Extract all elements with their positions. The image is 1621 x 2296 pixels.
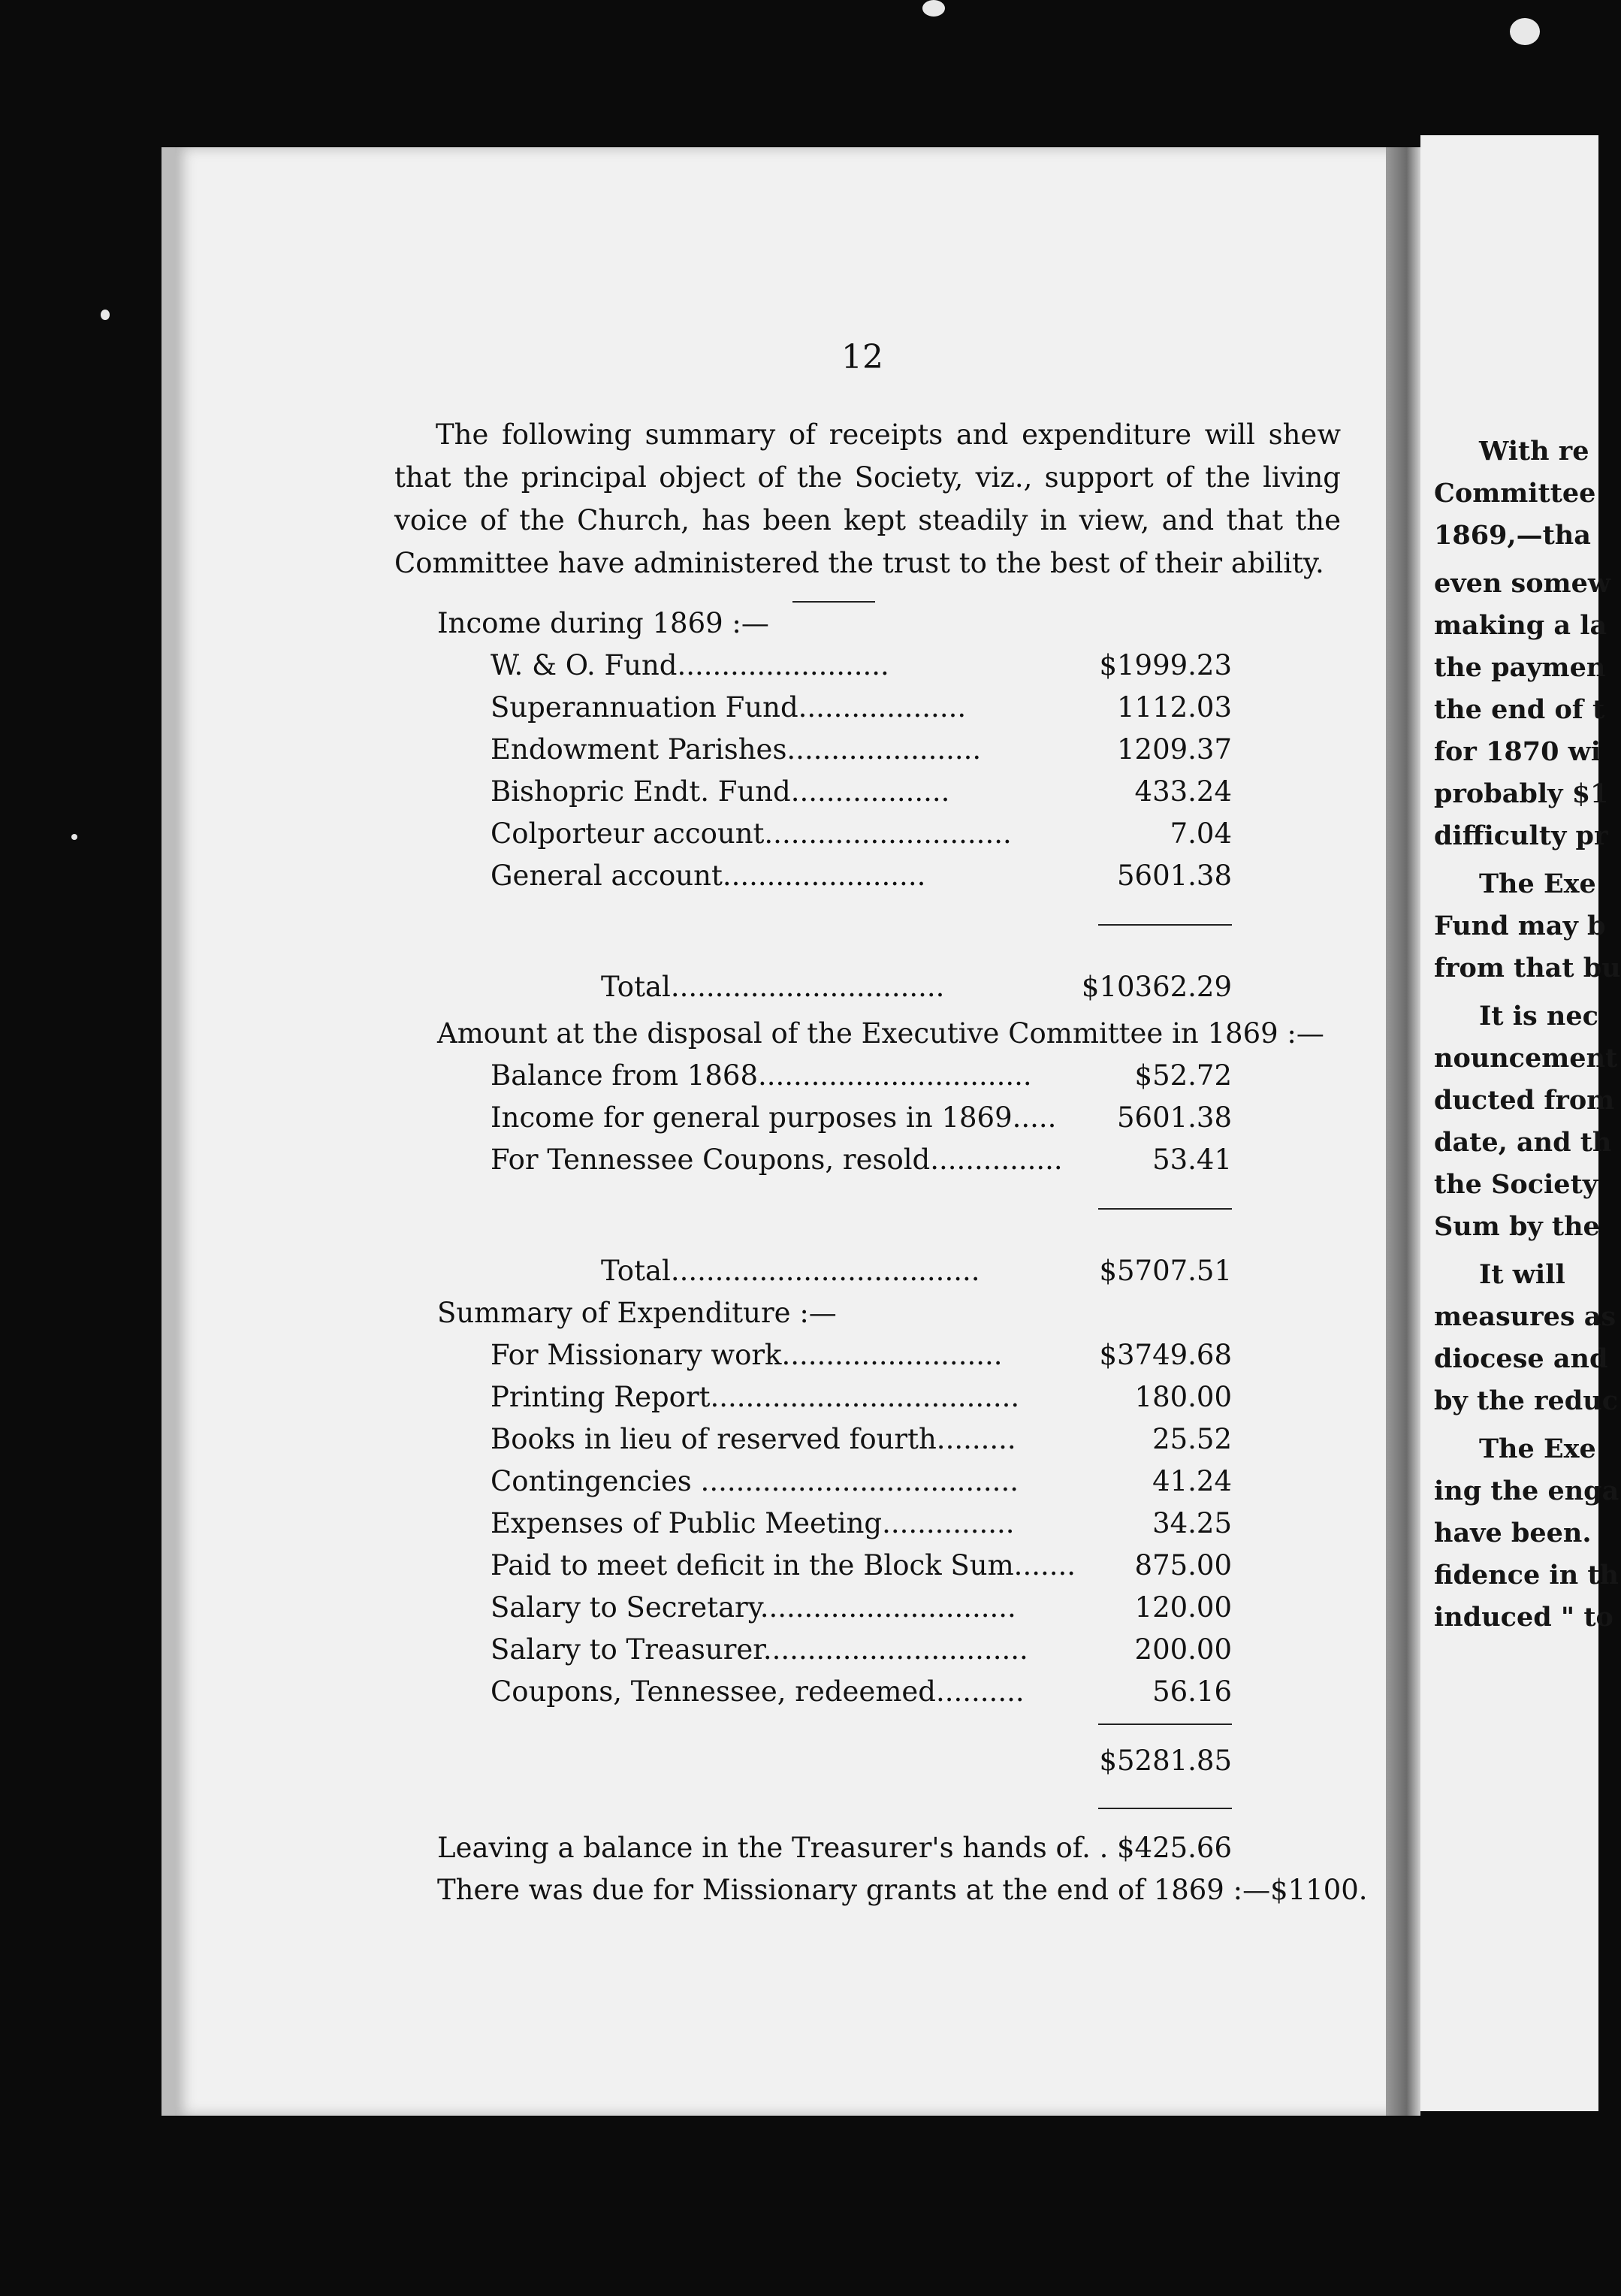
income-item-amount: 7.04 [1170, 817, 1232, 850]
total-rule [1098, 1208, 1232, 1210]
income-item-amount: 1209.37 [1116, 733, 1232, 766]
expenditure-item-amount: 120.00 [1134, 1591, 1232, 1624]
disposal-item-label: For Tennessee Coupons, resold............... [491, 1143, 1063, 1176]
facing-page-line: measures as [1434, 1301, 1616, 1332]
disposal-total-amount: $5707.51 [1099, 1255, 1232, 1287]
facing-page-line: induced " to [1434, 1602, 1613, 1633]
scan-speck [101, 310, 110, 320]
income-item-amount: 5601.38 [1116, 859, 1232, 892]
intro-paragraph [394, 413, 1341, 585]
scan-speck [71, 834, 77, 840]
facing-page-line: for 1870 wi [1434, 736, 1601, 767]
facing-page-line: Fund may b [1434, 911, 1606, 941]
expenditure-item-label: Coupons, Tennessee, redeemed.......... [491, 1675, 1025, 1708]
book-gutter [1386, 147, 1420, 2116]
expenditure-item-label: Salary to Secretary............................. [491, 1591, 1016, 1624]
total-rule [1098, 924, 1232, 926]
facing-page-line: It is nec [1479, 1001, 1598, 1032]
expenditure-item-amount: 34.25 [1152, 1507, 1232, 1539]
income-item-label: Endowment Parishes...................... [491, 733, 982, 766]
income-total-amount: $10362.29 [1081, 971, 1232, 1003]
facing-page-line: even somew [1434, 568, 1610, 599]
expenditure-item-label: Expenses of Public Meeting............... [491, 1507, 1015, 1539]
income-item-label: Superannuation Fund................... [491, 691, 967, 724]
total-rule [1098, 1808, 1232, 1809]
facing-page-line: from that bu [1434, 953, 1621, 983]
income-heading: Income during 1869 :— [437, 607, 769, 639]
income-total-label: Total............................... [601, 971, 945, 1003]
income-item-label: W. & O. Fund........................ [491, 649, 889, 681]
balance-amount: $425.66 [1116, 1832, 1232, 1864]
facing-page-line: It will [1479, 1259, 1565, 1290]
disposal-item-amount: 5601.38 [1116, 1101, 1232, 1134]
disposal-item-amount: $52.72 [1134, 1059, 1232, 1092]
disposal-item-label: Income for general purposes in 1869..... [491, 1101, 1057, 1134]
total-rule [1098, 1724, 1232, 1725]
expenditure-total-amount: $5281.85 [1099, 1745, 1232, 1777]
expenditure-item-amount: 875.00 [1134, 1549, 1232, 1582]
income-item-label: Colporteur account............................ [491, 817, 1012, 850]
intro-text: The following summary of receipts and expenditure will shew that the principal object of the Society, viz., support of the living voice of the Church, has been kept steadily in view, and that the Committee have administered the trust to the best of their ability. [394, 418, 1341, 579]
disposal-item-amount: 53.41 [1152, 1143, 1232, 1176]
facing-page-line: date, and th [1434, 1127, 1612, 1158]
facing-page-line: the paymen [1434, 652, 1606, 683]
income-item-amount: 433.24 [1134, 775, 1232, 808]
expenditure-item-amount: 41.24 [1152, 1465, 1232, 1497]
facing-page-line: probably $1 [1434, 778, 1609, 809]
expenditure-item-label: For Missionary work......................... [491, 1339, 1003, 1371]
page-number: 12 [841, 338, 883, 376]
facing-page-line: ing the enga [1434, 1476, 1619, 1506]
expenditure-heading: Summary of Expenditure :— [437, 1297, 837, 1329]
expenditure-item-label: Printing Report................................... [491, 1381, 1020, 1413]
scan-speck [922, 0, 945, 17]
expenditure-item-amount: 200.00 [1134, 1633, 1232, 1666]
bleed-through-text [421, 646, 428, 688]
facing-page-line: With re [1479, 436, 1589, 467]
facing-page-line: have been. [1434, 1518, 1592, 1548]
expenditure-item-amount: $3749.68 [1099, 1339, 1232, 1371]
income-item-label: Bishopric Endt. Fund.................. [491, 775, 950, 808]
expenditure-item-label: Contingencies .................................... [491, 1465, 1019, 1497]
scan-speck [1510, 18, 1540, 45]
expenditure-item-amount: 180.00 [1134, 1381, 1232, 1413]
disposal-heading: Amount at the disposal of the Executive Committee in 1869 :— [437, 1017, 1324, 1050]
facing-page-line: ducted from [1434, 1085, 1615, 1116]
facing-page-line: difficulty pr [1434, 820, 1608, 851]
income-item-amount: $1999.23 [1099, 649, 1232, 681]
facing-page-line: The Exe [1479, 1433, 1596, 1464]
expenditure-item-label: Books in lieu of reserved fourth......... [491, 1423, 1016, 1455]
facing-page-line: 1869,—tha [1434, 520, 1591, 551]
facing-page-line: nouncement [1434, 1043, 1618, 1074]
balance-label: Leaving a balance in the Treasurer's hands of. . [437, 1832, 1109, 1864]
facing-page-line: the end of t [1434, 694, 1605, 725]
expenditure-item-amount: 25.52 [1152, 1423, 1232, 1455]
facing-page [1420, 135, 1621, 2111]
missionary-grants-due: There was due for Missionary grants at the end of 1869 :—$1100. [437, 1874, 1368, 1906]
income-item-label: General account....................... [491, 859, 926, 892]
facing-page-line: fidence in th [1434, 1560, 1619, 1591]
facing-page-line: Sum by the [1434, 1211, 1600, 1242]
expenditure-item-amount: 56.16 [1152, 1675, 1232, 1708]
facing-page-line: by the reduc [1434, 1385, 1618, 1416]
expenditure-item-label: Paid to meet deficit in the Block Sum....... [491, 1549, 1076, 1582]
facing-page-line: diocese and [1434, 1343, 1608, 1374]
facing-page-line: making a la [1434, 610, 1607, 641]
disposal-total-label: Total................................... [601, 1255, 980, 1287]
section-divider [792, 601, 875, 603]
disposal-item-label: Balance from 1868............................... [491, 1059, 1032, 1092]
expenditure-item-label: Salary to Treasurer.............................. [491, 1633, 1028, 1666]
facing-page-line: the Society [1434, 1169, 1598, 1200]
facing-page-line: The Exe [1479, 869, 1596, 899]
facing-page-line: Committee [1434, 478, 1596, 509]
income-item-amount: 1112.03 [1116, 691, 1232, 724]
